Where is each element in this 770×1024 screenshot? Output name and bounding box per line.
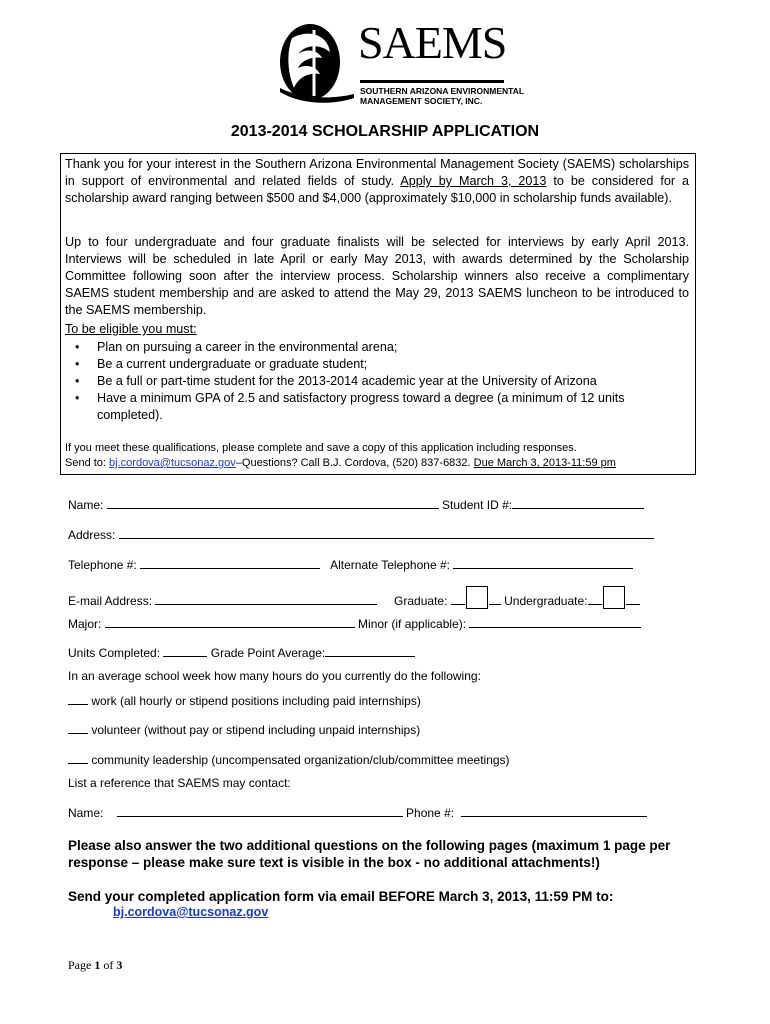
leadership-label: community leadership (uncompensated organization/club/committee meetings) (91, 753, 510, 767)
volunteer-label: volunteer (without pay or stipend including unpaid internships) (91, 723, 421, 737)
qualification-note: If you meet these qualifications, please complete and save a copy of this application including responses. (65, 442, 577, 454)
work-row (68, 693, 421, 708)
logo-rule (360, 80, 504, 83)
gpa-label: Grade Point Average: (210, 646, 326, 660)
volunteer-row (68, 722, 420, 737)
gpa-field[interactable] (325, 645, 415, 657)
submit-email-link[interactable]: bj.cordova@tucsonaz.gov (113, 905, 269, 919)
eligibility-list (61, 339, 657, 424)
undergraduate-checkbox[interactable] (603, 586, 625, 609)
student-id-label: Student ID #: (442, 498, 513, 512)
address-row (68, 527, 654, 542)
intro-p1-text-b: to be considered for a scholarship award ranging between $500 and $4,000 (approximately $10,000 in scholarship funds available). (65, 174, 689, 205)
volunteer-hours-field[interactable] (68, 722, 88, 734)
undergraduate-underline-2 (626, 593, 640, 605)
eligibility-item: • Be a full or part-time student for the 2013-2014 academic year at the University of Arizona (61, 373, 657, 390)
ref-phone-label: Phone #: (406, 806, 455, 820)
minor-field[interactable] (469, 616, 641, 628)
page-total: 3 (116, 958, 123, 972)
send-to-line (65, 456, 689, 470)
undergraduate-label: Undergraduate: (504, 594, 588, 608)
send-to-rest: –Questions? Call B.J. Cordova, (520) 837-6832. (235, 457, 474, 469)
send-instruction: Send your completed application form via email BEFORE March 3, 2013, 11:59 PM to: (68, 889, 614, 904)
minor-label: Minor (if applicable): (358, 617, 467, 631)
saems-logo (270, 17, 525, 108)
logo-wordmark: SAEMS (358, 17, 507, 68)
name-row (68, 497, 644, 512)
reference-prompt: List a reference that SAEMS may contact: (68, 776, 291, 790)
work-hours-field[interactable] (68, 693, 88, 705)
send-to-email-link[interactable]: bj.cordova@tucsonaz.gov (109, 457, 236, 469)
ref-name-label: Name: (68, 806, 104, 820)
ref-phone-field[interactable] (461, 805, 647, 817)
telephone-row (68, 557, 633, 572)
major-label: Major: (68, 617, 102, 631)
graduate-checkbox[interactable] (466, 586, 488, 609)
eligibility-item: • Be a current undergraduate or graduate student; (61, 356, 657, 373)
name-field[interactable] (107, 497, 439, 509)
units-field[interactable] (163, 645, 207, 657)
logo-org-line-2: MANAGEMENT SOCIETY, INC. (360, 96, 483, 106)
telephone-label: Telephone #: (68, 558, 137, 572)
major-field[interactable] (105, 616, 355, 628)
page-word: Page (68, 958, 95, 972)
address-label: Address: (68, 528, 116, 542)
page-title: 2013-2014 SCHOLARSHIP APPLICATION (230, 123, 540, 140)
name-label: Name: (68, 498, 104, 512)
eligibility-heading: To be eligible you must: (65, 322, 197, 336)
telephone-field[interactable] (140, 557, 320, 569)
undergraduate-underline (588, 593, 602, 605)
hours-prompt: In an average school week how many hours do you currently do the following: (68, 669, 481, 683)
logo-org-line-1: SOUTHERN ARIZONA ENVIRONMENTAL (360, 86, 525, 96)
units-label: Units Completed: (68, 646, 161, 660)
reference-row (68, 805, 647, 820)
intro-paragraph-1 (65, 156, 689, 207)
due-date: Due March 3, 2013-11:59 pm (473, 457, 616, 469)
graduate-underline-2 (489, 593, 501, 605)
email-row (68, 586, 640, 609)
student-id-field[interactable] (512, 497, 644, 509)
units-row (68, 645, 415, 660)
of-word: of (100, 958, 117, 972)
address-field[interactable] (119, 527, 654, 539)
email-field[interactable] (155, 593, 377, 605)
page-number (68, 958, 122, 973)
apply-deadline: Apply by March 3, 2013 (400, 174, 547, 188)
graduate-underline (451, 593, 465, 605)
work-label: work (all hourly or stipend positions including paid internships) (91, 694, 421, 708)
alt-telephone-label: Alternate Telephone #: (330, 558, 450, 572)
info-box (60, 153, 696, 475)
eligibility-item: • Plan on pursuing a career in the environmental arena; (61, 339, 657, 356)
eligibility-item: • Have a minimum GPA of 2.5 and satisfactory progress toward a degree (a minimum of 12 units completed). (61, 390, 657, 424)
intro-p1-text-a: Thank you for your interest in the Southern Arizona Environmental Management Society (SAEMS) scholarships in support of environmental and related fields of study. (65, 157, 689, 188)
page-current: 1 (94, 958, 101, 972)
alt-telephone-field[interactable] (453, 557, 633, 569)
intro-paragraph-2: Up to four undergraduate and four graduate finalists will be selected for interviews by early April 2013. Interviews will be scheduled in late April or early May 2013, with awards determined by the Scholarship Committee following soon after the interview process. Scholarship winners also receive a complimentary SAEMS student membership and are asked to attend the May 29, 2013 SAEMS luncheon to be introduced to the SAEMS membership. (65, 235, 689, 317)
saems-emblem-icon (270, 18, 356, 108)
additional-questions-instruction: Please also answer the two additional questions on the following pages (maximum 1 page per response – please make sure text is visible in the box - no additional attachments!) (68, 838, 671, 870)
send-to-label: Send to: (65, 457, 110, 469)
ref-name-field[interactable] (117, 805, 403, 817)
major-row (68, 616, 641, 631)
leadership-hours-field[interactable] (68, 752, 88, 764)
email-label: E-mail Address: (68, 594, 153, 608)
graduate-label: Graduate: (394, 594, 448, 608)
leadership-row (68, 752, 510, 767)
logo-org-name (360, 86, 524, 106)
